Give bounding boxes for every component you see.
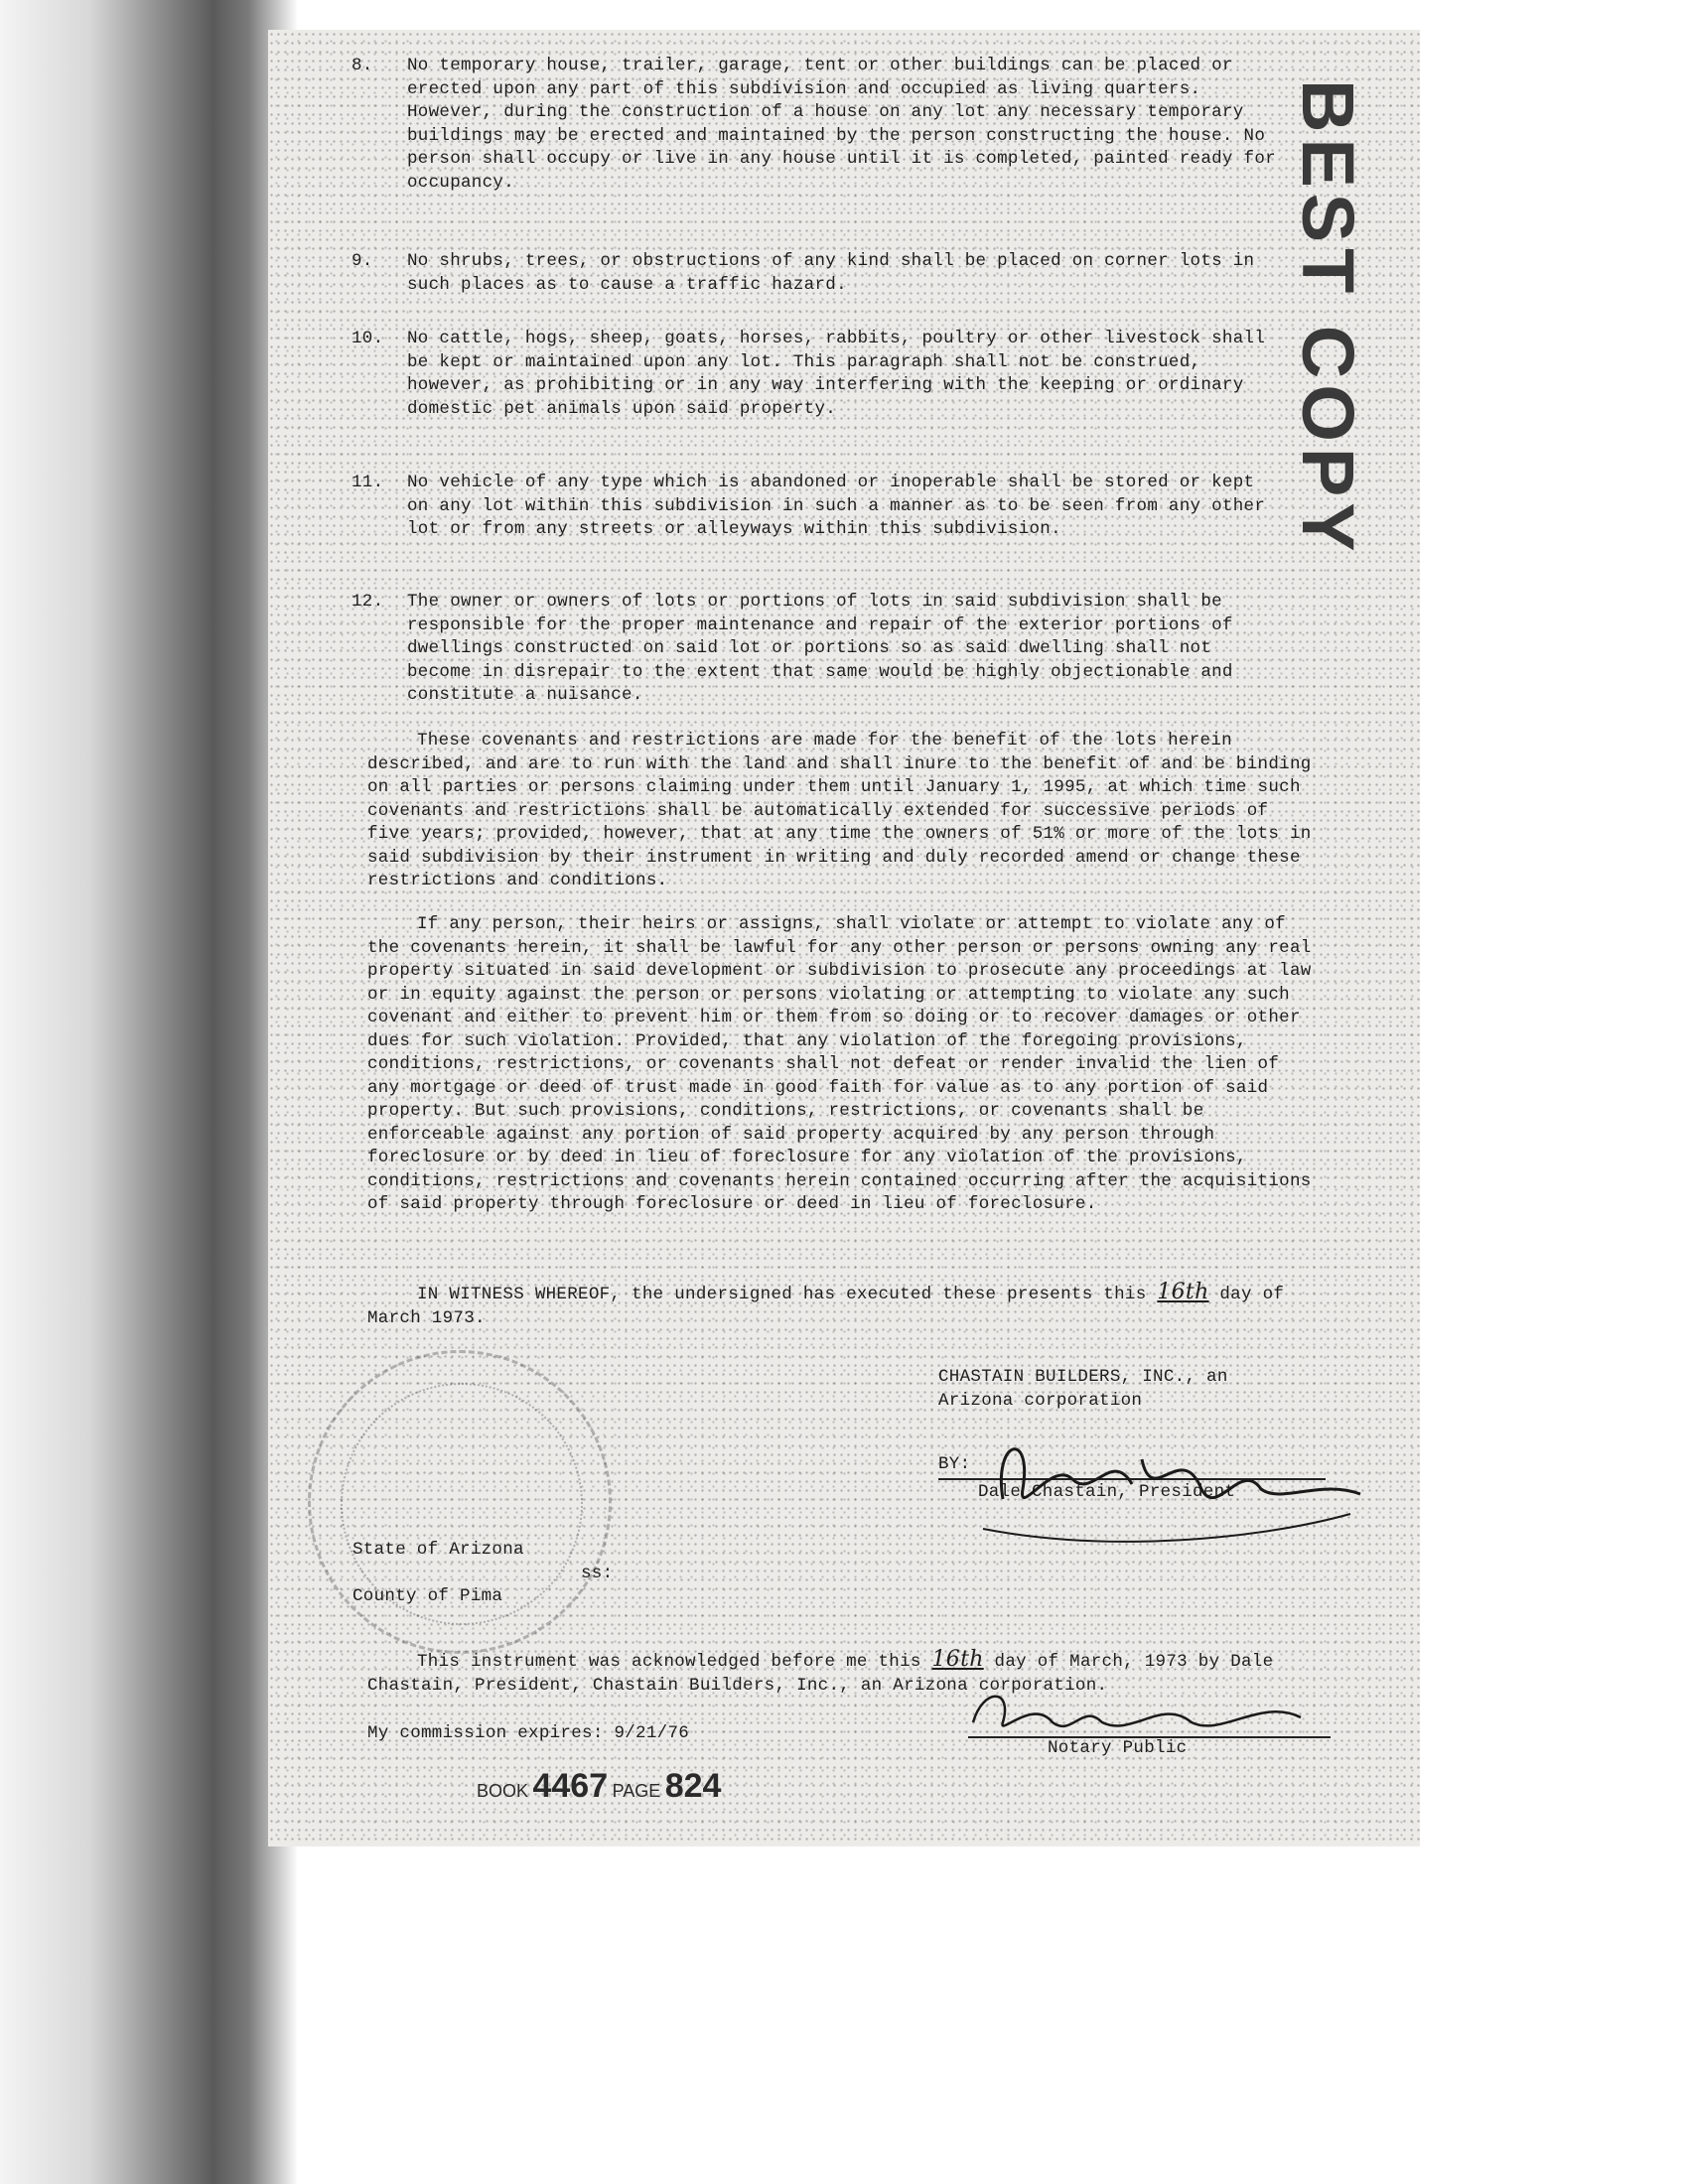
item-number: 9. bbox=[352, 251, 373, 271]
item-text: No shrubs, trees, or obstructions of any kind shall be placed on corner lots in such places as to cause a traffic hazard. bbox=[407, 251, 1255, 295]
company-name: CHASTAIN BUILDERS, INC., an bbox=[938, 1367, 1228, 1387]
notary-county: County of Pima bbox=[352, 1586, 503, 1606]
by-label: BY: bbox=[938, 1454, 971, 1474]
item-number: 8. bbox=[352, 56, 373, 75]
item-text: The owner or owners of lots or portions of lots in said subdivision shall be responsible for the proper maintenance and repair of the exterior portions of dwellings constructed on said lot or portions so as said dwelling shall not become in disrepair to the extent that same would be highly objectionable and constitute a nuisance. bbox=[407, 592, 1233, 705]
best-copy-stamp: BEST COPY bbox=[1287, 79, 1369, 558]
book-label: BOOK bbox=[477, 1781, 529, 1801]
page-number: 824 bbox=[664, 1767, 722, 1805]
commission-expires: My commission expires: 9/21/76 bbox=[367, 1723, 690, 1743]
ack-line2: Dale Chastain, President, Chastain Builders, Inc., an Arizona corporation. bbox=[367, 1652, 1274, 1696]
item-number: 10. bbox=[352, 329, 384, 348]
ack-day: 16th bbox=[931, 1647, 984, 1672]
covenant-item-11 bbox=[352, 472, 1281, 542]
covenant-item-10 bbox=[352, 328, 1281, 421]
ack-month: day of March, 1973 by bbox=[994, 1652, 1220, 1672]
covenant-item-8 bbox=[352, 55, 1281, 195]
notary-venue bbox=[352, 1539, 750, 1609]
witness-month: day of March 1973. bbox=[367, 1285, 1285, 1328]
book-number: 4467 bbox=[532, 1767, 609, 1805]
notary-state: State of Arizona bbox=[352, 1540, 524, 1560]
scan-edge-shadow bbox=[0, 0, 298, 2184]
president-signature bbox=[963, 1420, 1380, 1549]
signer-name: Dale Chastain, President bbox=[978, 1482, 1236, 1502]
notary-ss: ss: bbox=[581, 1563, 614, 1583]
witness-day: 16th bbox=[1157, 1280, 1209, 1304]
page-label: PAGE bbox=[612, 1781, 661, 1801]
notary-title: Notary Public bbox=[1048, 1738, 1188, 1758]
company-type: Arizona corporation bbox=[938, 1391, 1143, 1411]
recording-footer bbox=[477, 1767, 721, 1806]
covenants-paragraph: These covenants and restrictions are made for the benefit of the lots herein described, and are to run with the land and shall inure to the benefit of and be binding on all parties or persons claiming under them until January 1, 1995, at which time such covenants and restrictions shall be automatically extended for successive periods of five years; provided, however, that at any time the owners of 51% or more of the lots in said subdivision by their instrument in writing and duly recorded amend or change these restrictions and conditions. bbox=[367, 731, 1312, 890]
witness-text: IN WITNESS WHEREOF, the undersigned has executed these presents this bbox=[417, 1285, 1147, 1304]
document-page bbox=[268, 30, 1420, 1846]
item-text: No temporary house, trailer, garage, tent or other buildings can be placed or erected upon any part of this subdivision and occupied as living quarters. However, during the construction of a house on any lot any necessary temporary buildings may be erected and maintained by the person constructing the house. No person shall occupy or live in any house until it is completed, painted ready for occupancy. bbox=[407, 56, 1276, 193]
covenant-item-9 bbox=[352, 250, 1281, 297]
item-text: No vehicle of any type which is abandoned or inoperable shall be stored or kept on any lot within this subdivision in such a manner as to be seen from any other lot or from any streets or alleyways within this subdivision. bbox=[407, 473, 1266, 539]
item-number: 12. bbox=[352, 592, 384, 612]
item-text: No cattle, hogs, sheep, goats, horses, rabbits, poultry or other livestock shall be kept or maintained upon any lot. This paragraph shall not be construed, however, as prohibiting or in any way interfering with the keeping or ordinary domestic pet animals upon said property. bbox=[407, 329, 1266, 419]
ack-text: This instrument was acknowledged before me this bbox=[417, 1652, 921, 1672]
item-number: 11. bbox=[352, 473, 384, 492]
violation-paragraph: If any person, their heirs or assigns, shall violate or attempt to violate any of the covenants herein, it shall be lawful for any other person or persons owning any real property situated in said development or subdivision to prosecute any proceedings at law or in equity against the person or persons violating or attempting to violate any such covenant and either to prevent him or them from so doing or to recover damages or other dues for such violation. Provided, that any violation of the foregoing provisions, conditions, restrictions, or covenants shall not defeat or render invalid the lien of any mortgage or deed of trust made in good faith for value as to any portion of said property. But such provisions, conditions, restrictions, or covenants shall be enforceable against any portion of said property acquired by any person through foreclosure or by deed in lieu of foreclosure for any violation of the provisions, conditions, restrictions and covenants herein contained occurring after the acquisitions of said property through foreclosure or deed in lieu of foreclosure. bbox=[367, 914, 1312, 1214]
witness-clause bbox=[367, 1281, 1321, 1330]
covenant-item-12 bbox=[352, 591, 1281, 708]
